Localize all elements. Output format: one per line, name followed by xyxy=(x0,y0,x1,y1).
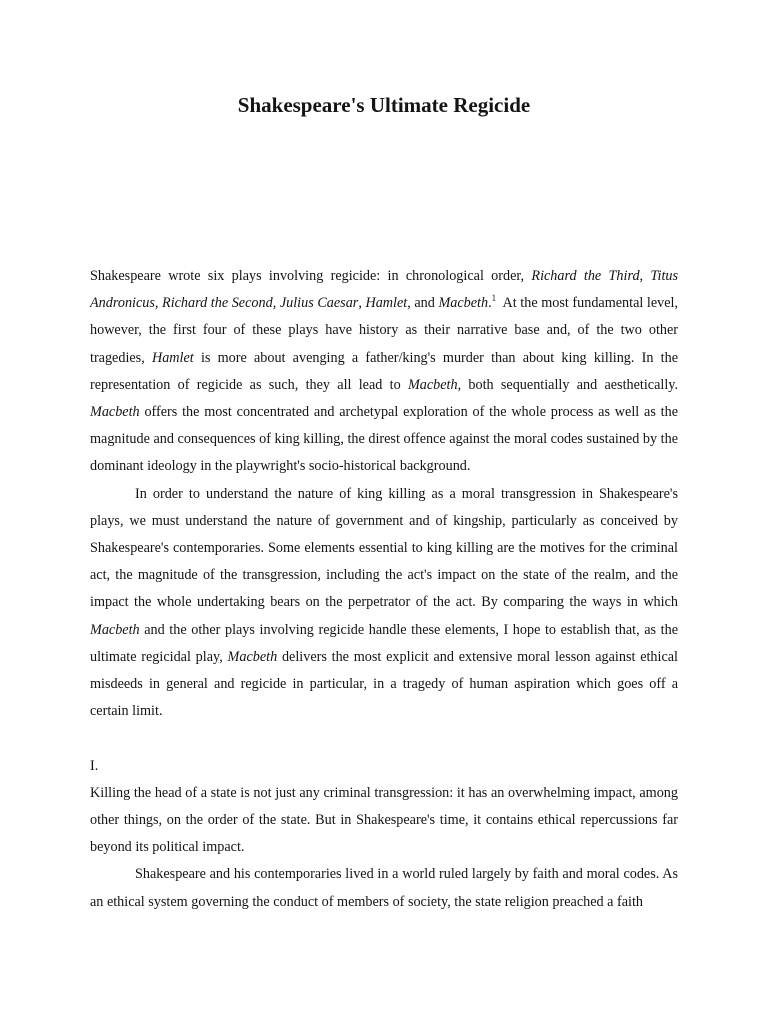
play-title: Julius Caesar xyxy=(279,295,359,312)
text-run: and the other plays involving regicide handle these elements, I hope to establish that, as the ultimate regicidal play, xyxy=(90,621,678,665)
play-title: Hamlet xyxy=(365,295,408,312)
play-title: Macbeth xyxy=(438,295,489,312)
paper-body xyxy=(90,263,682,916)
paragraph-3: Killing the head of a state is not just any criminal transgression: it has an overwhelming impact, among other things, on the order of the state. But in Shakespeare's time, it contains ethical repercussions far beyond its political impact. xyxy=(90,784,678,856)
footnote-marker[interactable]: 1 xyxy=(491,293,497,304)
text-run: , xyxy=(639,268,651,284)
text-run: In order to understand the nature of king killing as a moral transgression in Shakespeare's plays, we must understand the nature of government and of kingship, particularly as conceived by Shakespeare's contemporaries. Some elements essential to king killing are the motives for the criminal act, the magnitude of the transgression, including the act's impact on the state of the realm, and the impact the whole undertaking bears on the perpetrator of the act. By comparing the ways in which xyxy=(90,485,678,611)
play-title: Macbeth xyxy=(227,648,278,665)
paragraph-1 xyxy=(90,263,682,481)
play-title: Macbeth xyxy=(407,376,458,393)
play-title: Macbeth xyxy=(90,621,140,638)
section-number: I. xyxy=(90,757,99,774)
text-run: is more about avenging a father/king's murder than about king killing. In the representation of regicide as such, they all lead to xyxy=(90,349,678,393)
paragraph-2 xyxy=(90,481,678,726)
text-run: , xyxy=(154,295,163,312)
play-title: Hamlet xyxy=(151,349,194,366)
text-run: , xyxy=(272,295,280,312)
play-title: Titus Andronicus xyxy=(90,268,679,312)
text-run: delivers the most explicit and extensive moral lesson against ethical misdeeds in general and regicide in particular, in a tragedy of human aspiration which goes off a certain limit. xyxy=(90,648,679,720)
play-title: Richard the Third xyxy=(531,268,640,284)
text-run: , both sequentially and aesthetically. xyxy=(457,376,678,393)
text-run: offers the most concentrated and archetypal exploration of the whole process as well as the magnitude and consequences of king killing, the direst offence against the moral codes sustained by the dominant ideology in the playwright's socio-historical background. xyxy=(90,404,678,475)
paper-title: Shakespeare's Ultimate Regicide xyxy=(237,93,531,117)
text-run: Shakespeare wrote six plays involving regicide: in chronological order, xyxy=(90,268,532,284)
paragraph-4: Shakespeare and his contemporaries lived in a world ruled largely by faith and moral codes. As an ethical system governing the conduct of members of society, the state religion preached a faith xyxy=(90,866,678,910)
text-run: . xyxy=(488,295,492,312)
play-title: Macbeth xyxy=(90,404,140,421)
play-title: Richard the Second xyxy=(162,295,273,312)
text-run: At the most fundamental level, however, the first four of these plays have history as their narrative base and, of the two other tragedies, xyxy=(90,295,682,366)
text-run: , and xyxy=(407,295,439,312)
text-run: , xyxy=(358,295,366,312)
